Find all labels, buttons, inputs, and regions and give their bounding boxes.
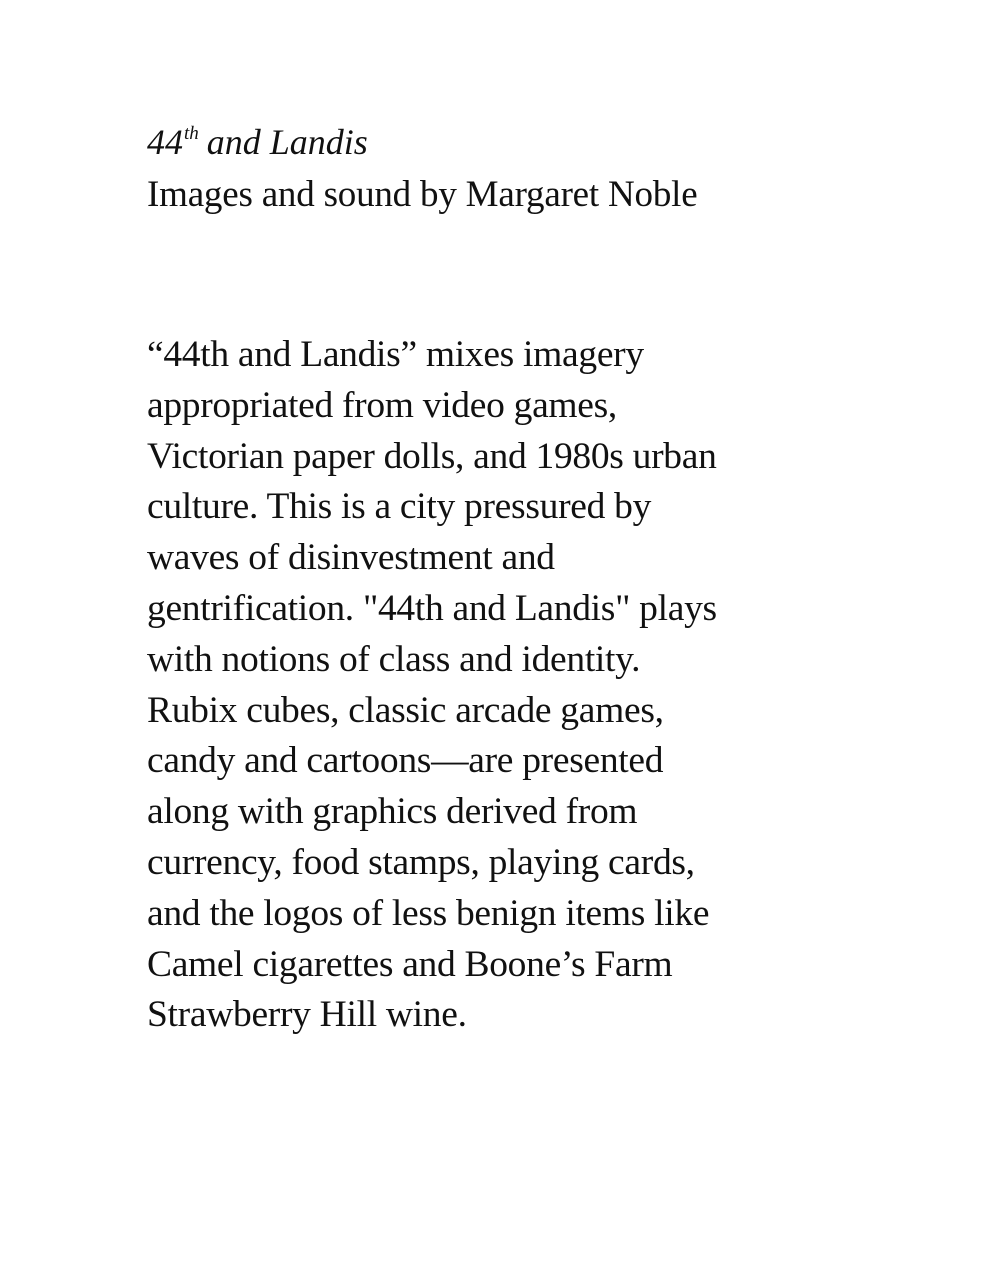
paragraph-line: waves of disinvestment and [147,537,555,579]
paragraph-line: gentrification. "44th and Landis" plays [147,587,717,629]
title-rest: and Landis [206,122,368,162]
paragraph-line: currency, food stamps, playing cards, [147,841,695,883]
paragraph-line: “44th and Landis” mixes imagery [147,334,644,375]
paragraph-line: Rubix cubes, classic arcade games, [147,689,664,731]
paragraph-line: with notions of class and identity. [147,638,641,680]
artwork-title [147,120,927,171]
byline: Images and sound by Margaret Noble [147,174,698,215]
paragraph-line: Victorian paper dolls, and 1980s urban [147,435,717,477]
description-paragraph [147,330,947,1041]
title-block [147,120,927,219]
title-number: 44 [147,122,183,162]
paragraph-line: and the logos of less benign items like [147,892,710,934]
paragraph-line: candy and cartoons—are presented [147,740,664,782]
paragraph-line: Camel cigarettes and Boone’s Farm [147,943,673,985]
paragraph-line: culture. This is a city pressured by [147,486,652,528]
paragraph-line: Strawberry Hill wine. [147,994,467,1036]
title-ordinal-suffix: th [184,123,199,144]
paragraph-line: appropriated from video games, [147,384,618,426]
paragraph-line: along with graphics derived from [147,791,638,833]
